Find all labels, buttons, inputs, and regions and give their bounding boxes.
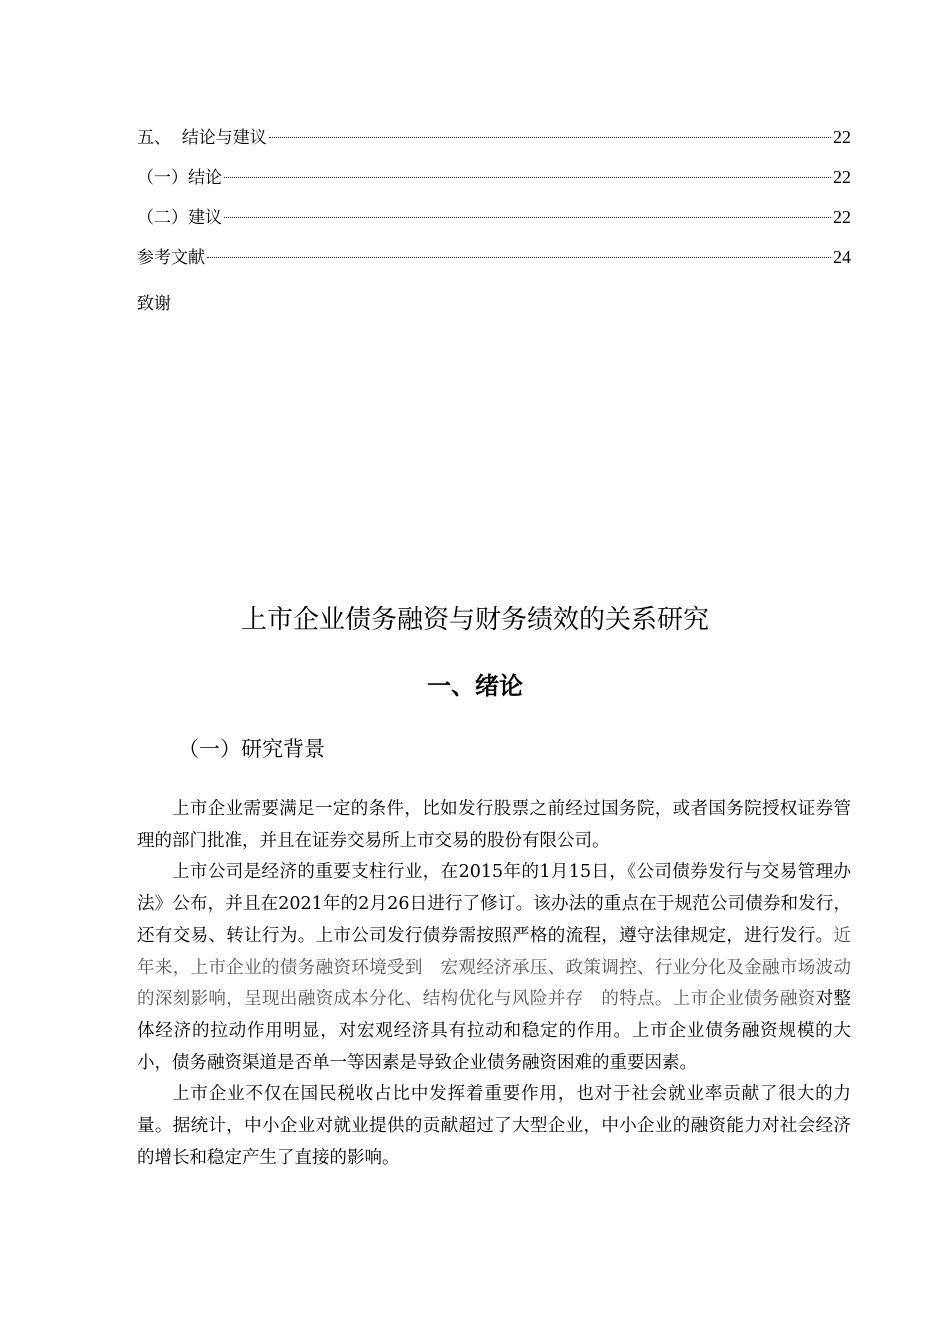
toc-entry-label: （二）建议 xyxy=(137,208,222,228)
toc-leader-dots xyxy=(224,177,831,178)
paragraph-text: 对整体经济的拉动作用明显，对宏观经济具有拉动和稳定的作用。上市企业债务融资规模的大小，债务融资渠道是否单一等因素是导致企业债务融资困难的重要因素。 xyxy=(137,989,851,1073)
paragraph xyxy=(137,794,851,857)
toc-entry-label: （一）结论 xyxy=(137,168,222,188)
paragraph-text: 上市企业不仅在国民税收占比中发挥着重要作用，也对于社会就业率贡献了很大的力量。据统计，中小企业对就业提供的贡献超过了大型企业，中小企业的融资能力对社会经济的增长和稳定产生了直接的影响。 xyxy=(137,1084,851,1168)
paragraph-text-grey: 近年来，上市企业的债务融资环境受到 宏观经济承压、政策调控、行业分化及金融市场波动的深刻影响，呈现出融资成本分化、结构优化与风险并存 的特点。上市企业债务融资 xyxy=(137,925,851,1010)
toc-entry-page: 22 xyxy=(833,207,851,227)
toc-entry-label: 五、 结论与建议 xyxy=(137,128,267,148)
toc-entry-page: 22 xyxy=(833,167,851,187)
toc-leader-dots xyxy=(224,217,831,218)
section-heading: （一）研究背景 xyxy=(178,737,325,761)
toc-entry[interactable] xyxy=(137,122,851,162)
toc-leader-dots xyxy=(207,257,831,258)
toc-entry[interactable] xyxy=(137,162,851,202)
body-text xyxy=(137,794,851,1174)
chapter-heading: 一、绪论 xyxy=(427,672,523,700)
paragraph-text: 上市公司是经济的重要支柱行业，在2015年的1月15日，《公司债券发行与交易管理办法》公布，并且在2021年的2月26日进行了修订。该办法的重点在于规范公司债券和发行，还有交易、转让行为。上市公司发行债券需按照严格的流程，遵守法律规定，进行发行。 xyxy=(137,862,851,946)
paragraph xyxy=(137,1079,851,1174)
toc-entry[interactable] xyxy=(137,202,851,242)
toc-entry-page: 24 xyxy=(833,247,851,267)
toc-entry-page: 22 xyxy=(833,127,851,147)
toc-entry[interactable] xyxy=(137,242,851,282)
toc-entry-acknowledgements[interactable]: 致谢 xyxy=(137,294,171,314)
table-of-contents xyxy=(137,122,851,322)
paragraph xyxy=(137,857,851,1079)
paragraph-text: 上市企业需要满足一定的条件，比如发行股票之前经过国务院，或者国务院授权证券管理的部门批准，并且在证券交易所上市交易的股份有限公司。 xyxy=(137,799,851,851)
document-title: 上市企业债务融资与财务绩效的关系研究 xyxy=(240,605,709,635)
toc-leader-dots xyxy=(269,137,831,138)
toc-entry-label: 参考文献 xyxy=(137,248,205,268)
